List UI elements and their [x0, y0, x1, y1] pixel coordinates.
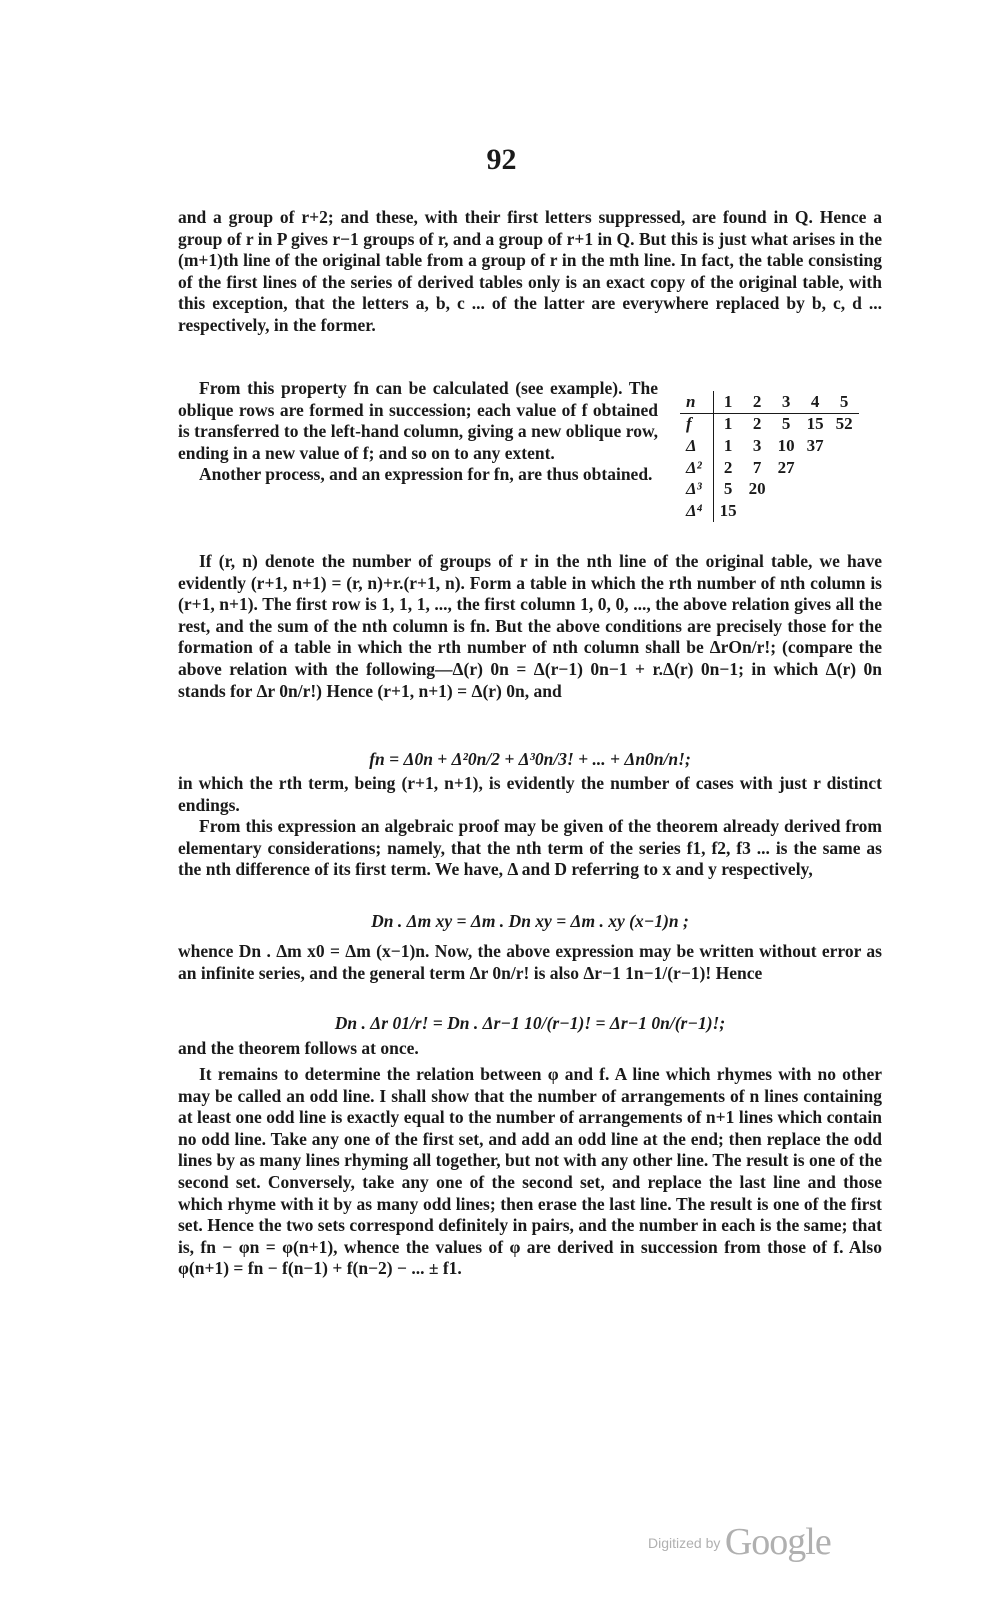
google-logo: Google: [724, 1521, 831, 1563]
table-row-label: Δ⁴: [680, 500, 713, 522]
paragraph-4-text: If (r, n) denote the number of groups of r in the nth line of the original table, we have evidently (r+1, n+1) = (r, n)+r.(r+1, n). Form a table in which the rth number of nth column is (r+1, n+1). The first row is 1, 1, 1, ..., the first column 1, 0, 0, ..., the above relation gives all the rest, and the sum of the nth column is fn. But the above conditions are precisely those for the formation of a table in which the rth number of nth column shall be ΔrOn/r!; (compare the above relation with the following—Δ(r) 0n = Δ(r−1) 0n−1 + r.Δ(r) 0n−1; in which Δ(r) 0n stands for Δr 0n/r!) Hence (r+1, n+1) = Δ(r) 0n, and: [178, 551, 882, 701]
table-cell: [772, 478, 801, 500]
paragraph-1: [178, 207, 882, 337]
table-cell: 2: [752, 414, 762, 434]
table-cell: [743, 500, 772, 522]
table-header-row: [680, 391, 859, 413]
paragraph-1-text: and a group of r+2; and these, with their first letters suppressed, are found in Q. Hence a group of r in P gives r−1 groups of r, and a group of r+1 in Q. But this is just what arises in the (m+1)th line of the original table from a group of r in the mth line. In fact, the table consisting of the first lines of the series of derived tables only is an exact copy of the original table, with this exception, that the letters a, b, c ... of the latter are everywhere replaced by b, c, d ... respectively, in the former.: [178, 207, 882, 335]
paragraph-5-text: in which the rth term, being (r+1, n+1), is evidently the number of cases with just r distinct endings.: [178, 773, 882, 815]
table-row: [680, 435, 859, 457]
paragraph-5: [178, 773, 882, 881]
table-row-label: Δ³: [680, 478, 713, 500]
table-cell: [772, 500, 801, 522]
paragraph-3-text: Another process, and an expression for fn, are thus obtained.: [199, 464, 653, 485]
paragraph-9-text: It remains to determine the relation between φ and f. A line which rhymes with no other may be called an odd line. I shall show that the number of arrangements of n lines containing at least one odd line is exactly equal to the number of arrangements of n+1 lines which contain no odd line. Take any one of the first set, and add an odd line at the end; then replace the odd lines by as many lines rhyming all together, but not with any other line. The result is one of the second set. Conversely, take any one of the second set, and replace the last line and those which rhyme with it by as many odd lines; then erase the last line. The result is one of the first set. Hence the two sets correspond definitely in pairs, and the number in each is the same; that is, fn − φn = φ(n+1), whence the values of φ are derived in succession from those of f. Also φ(n+1) = fn − f(n−1) + f(n−2) − ... ± f1.: [178, 1064, 882, 1279]
table-cell: 37: [806, 435, 824, 455]
table-header-cell: 1: [713, 391, 743, 413]
table-cell: 20: [748, 479, 766, 499]
table-cell: 27: [777, 457, 795, 477]
table-header-cell: 2: [743, 391, 772, 413]
equation-3: Dn . Δr 01/r! = Dn . Δr−1 10/(r−1)! = Δr−1 0n/(r−1)!;: [334, 1013, 726, 1033]
table-header-cell: 3: [772, 391, 801, 413]
table-row: [680, 500, 859, 522]
paragraph-2: [178, 378, 658, 486]
table-row-label: Δ: [680, 435, 713, 457]
table-cell: 5: [781, 414, 791, 434]
paragraph-8: [178, 1038, 882, 1060]
table-cell: [830, 500, 859, 522]
table-cell: 15: [719, 500, 737, 520]
table-cell: [801, 500, 830, 522]
watermark-digitized-text: Digitized by: [648, 1535, 721, 1551]
paragraph-7: [178, 941, 882, 984]
table-row: [680, 413, 859, 435]
table-cell: 15: [806, 414, 824, 434]
paragraph-9: [178, 1064, 882, 1280]
table-cell: 3: [752, 435, 762, 455]
difference-table: [680, 391, 859, 522]
table-row-label: f: [680, 413, 713, 435]
table-cell: 10: [777, 435, 795, 455]
page-number: 92: [486, 143, 517, 176]
table-cell: 1: [723, 414, 733, 434]
table-header-label: n: [680, 391, 713, 413]
table-header-cell: 5: [830, 391, 859, 413]
table-cell: [830, 435, 859, 457]
table-cell: 1: [723, 435, 733, 455]
table-cell: 5: [723, 479, 733, 499]
paragraph-7-text: whence Dn . Δm x0 = Δm (x−1)n. Now, the above expression may be written without error as an infinite series, and the general term Δr 0n/r! is also Δr−1 1n−1/(r−1)! Hence: [178, 941, 882, 983]
paragraph-4: [178, 551, 882, 702]
table-cell: [801, 478, 830, 500]
table-cell: [830, 478, 859, 500]
table-row-label: Δ²: [680, 457, 713, 479]
table-cell: [830, 457, 859, 479]
equation-2: Dn . Δm xy = Δm . Dn xy = Δm . xy (x−1)n ;: [371, 911, 689, 931]
table-row: [680, 478, 859, 500]
table-cell: 2: [723, 457, 733, 477]
paragraph-8-text: and the theorem follows at once.: [178, 1038, 419, 1058]
table-header-cell: 4: [801, 391, 830, 413]
table-cell: 7: [752, 457, 762, 477]
paragraph-6-text: From this expression an algebraic proof may be given of the theorem already derived from elementary considerations; namely, that the nth term of the series f1, f2, f3 ... is the same as the nth difference of its first term. We have, Δ and D referring to x and y respectively,: [178, 816, 882, 880]
equation-1: fn = Δ0n + Δ²0n/2 + Δ³0n/3! + ... + Δn0n/n!;: [369, 749, 691, 769]
table-cell: 52: [835, 414, 853, 434]
paragraph-2-text: From this property fn can be calculated (see example). The oblique rows are formed in succession; each value of f obtained is transferred to the left-hand column, giving a new oblique row, ending in a new value of f; and so on to any extent.: [178, 378, 658, 463]
table-cell: [801, 457, 830, 479]
google-watermark: [648, 1520, 831, 1564]
table-row: [680, 457, 859, 479]
